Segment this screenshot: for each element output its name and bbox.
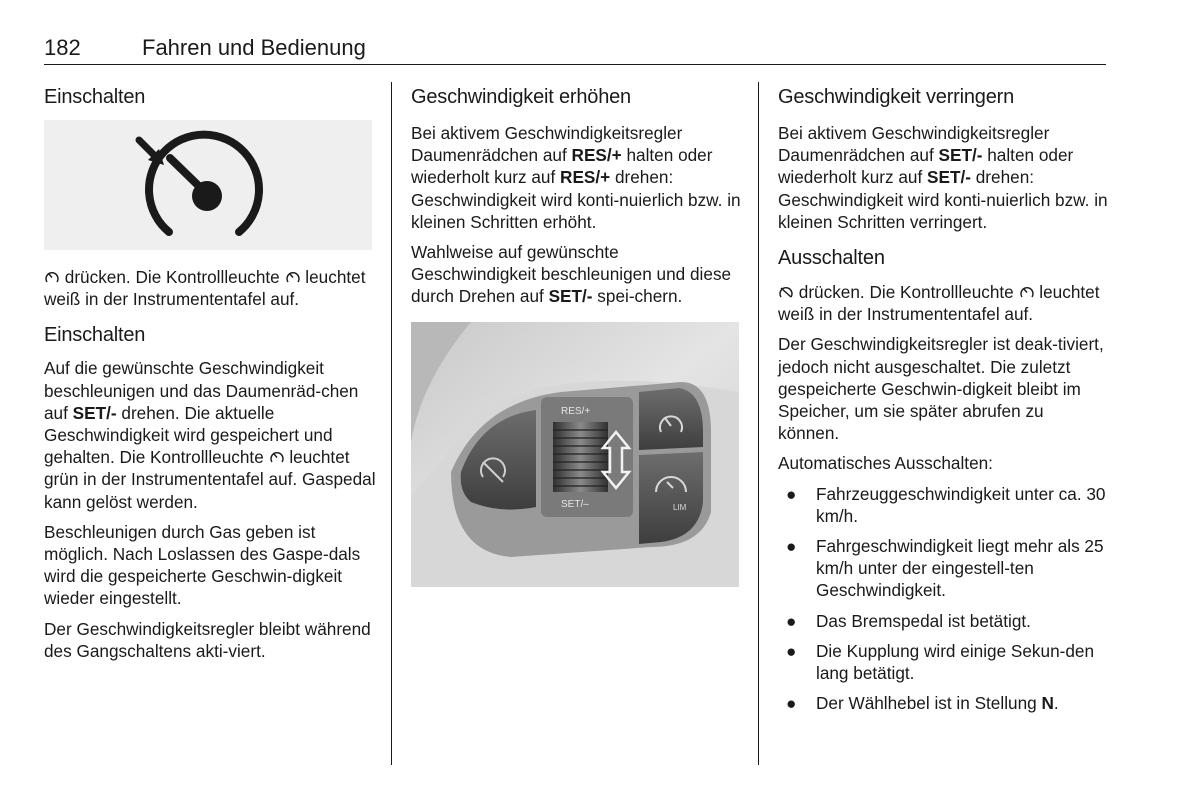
cruise-control-icon (44, 270, 60, 284)
column-divider (391, 82, 392, 765)
paragraph: Beschleunigen durch Gas geben ist möglich. Nach Loslassen des Gaspe-dals wird die gespeicherte Geschwin-digkeit wieder eingestellt. (44, 521, 361, 609)
svg-text:LIM: LIM (673, 502, 687, 512)
list-item: ● Das Bremspedal ist betätigt. (786, 610, 1031, 631)
list-item: ● Fahrzeuggeschwindigkeit unter ca. 30 km/h. (786, 483, 1106, 526)
column-2 (411, 84, 741, 587)
paragraph: drücken. Die Kontrollleuchte leuchtet weiß in der Instrumententafel auf. (44, 267, 366, 310)
page-number: 182 (44, 35, 81, 60)
svg-text:SET/–: SET/– (561, 498, 589, 510)
svg-text:RES/+: RES/+ (561, 405, 591, 417)
steering-wheel-controls-photo (411, 322, 739, 587)
paragraph: Bei aktivem Geschwindigkeitsregler Daumenrädchen auf SET/- halten oder wiederholt kurz auf SET/- drehen: Geschwindigkeit wird konti-nuierlich bzw. in kleinen Schritten verringert. (778, 123, 1108, 232)
column-divider (758, 82, 759, 765)
paragraph: Auf die gewünschte Geschwindigkeit beschleunigen und das Daumenräd-chen auf SET/- drehen. Die aktuelle Geschwindigkeit wird gespeichert und gehalten. Die Kontrollleuchte leuchtet grün in der Instrumententafel auf. Gaspedal kann gelöst werden. (44, 358, 376, 512)
paragraph: drücken. Die Kontrollleuchte leuchtet weiß in der Instrumententafel auf. (778, 282, 1100, 325)
page-header (44, 34, 1106, 65)
section-heading: Geschwindigkeit erhöhen (411, 86, 631, 108)
paragraph: Automatisches Ausschalten: (778, 453, 993, 474)
cruise-control-icon (44, 120, 372, 250)
paragraph: Der Geschwindigkeitsregler ist deak-tiviert, jedoch nicht ausgeschaltet. Die zuletzt gespeicherte Geschwin-digkeit bleibt im Speicher, um sie später abrufen zu können. (778, 334, 1104, 444)
column-3 (778, 84, 1108, 714)
section-heading: Einschalten (44, 86, 146, 108)
cruise-control-icon-figure (44, 120, 372, 250)
list-item: ● Die Kupplung wird einige Sekun-den lang betätigt. (786, 640, 1095, 684)
cruise-control-icon (1019, 285, 1035, 299)
paragraph: Wahlweise auf gewünschte Geschwindigkeit beschleunigen und diese durch Drehen auf SET/- spei-chern. (411, 242, 732, 307)
paragraph: Der Geschwindigkeitsregler bleibt während des Gangschaltens akti-viert. (44, 618, 371, 661)
cruise-control-off-icon (778, 285, 794, 299)
section-heading: Einschalten (44, 324, 146, 347)
cruise-control-icon (285, 270, 301, 284)
page-title: Fahren und Bedienung (142, 35, 366, 60)
list-item: ● Fahrgeschwindigkeit liegt mehr als 25 km/h unter der eingestell-ten Geschwindigkeit. (786, 536, 1104, 601)
cruise-control-icon (269, 450, 285, 464)
paragraph: Bei aktivem Geschwindigkeitsregler Daumenrädchen auf RES/+ halten oder wiederholt kurz auf RES/+ drehen: Geschwindigkeit wird konti-nuierlich bzw. in kleinen Schritten erhöht. (411, 123, 741, 232)
section-heading: Ausschalten (778, 247, 885, 270)
column-1 (44, 84, 376, 662)
section-heading: Geschwindigkeit verringern (778, 86, 1015, 108)
list-item: ● Der Wählhebel ist in Stellung N. (786, 693, 1059, 714)
